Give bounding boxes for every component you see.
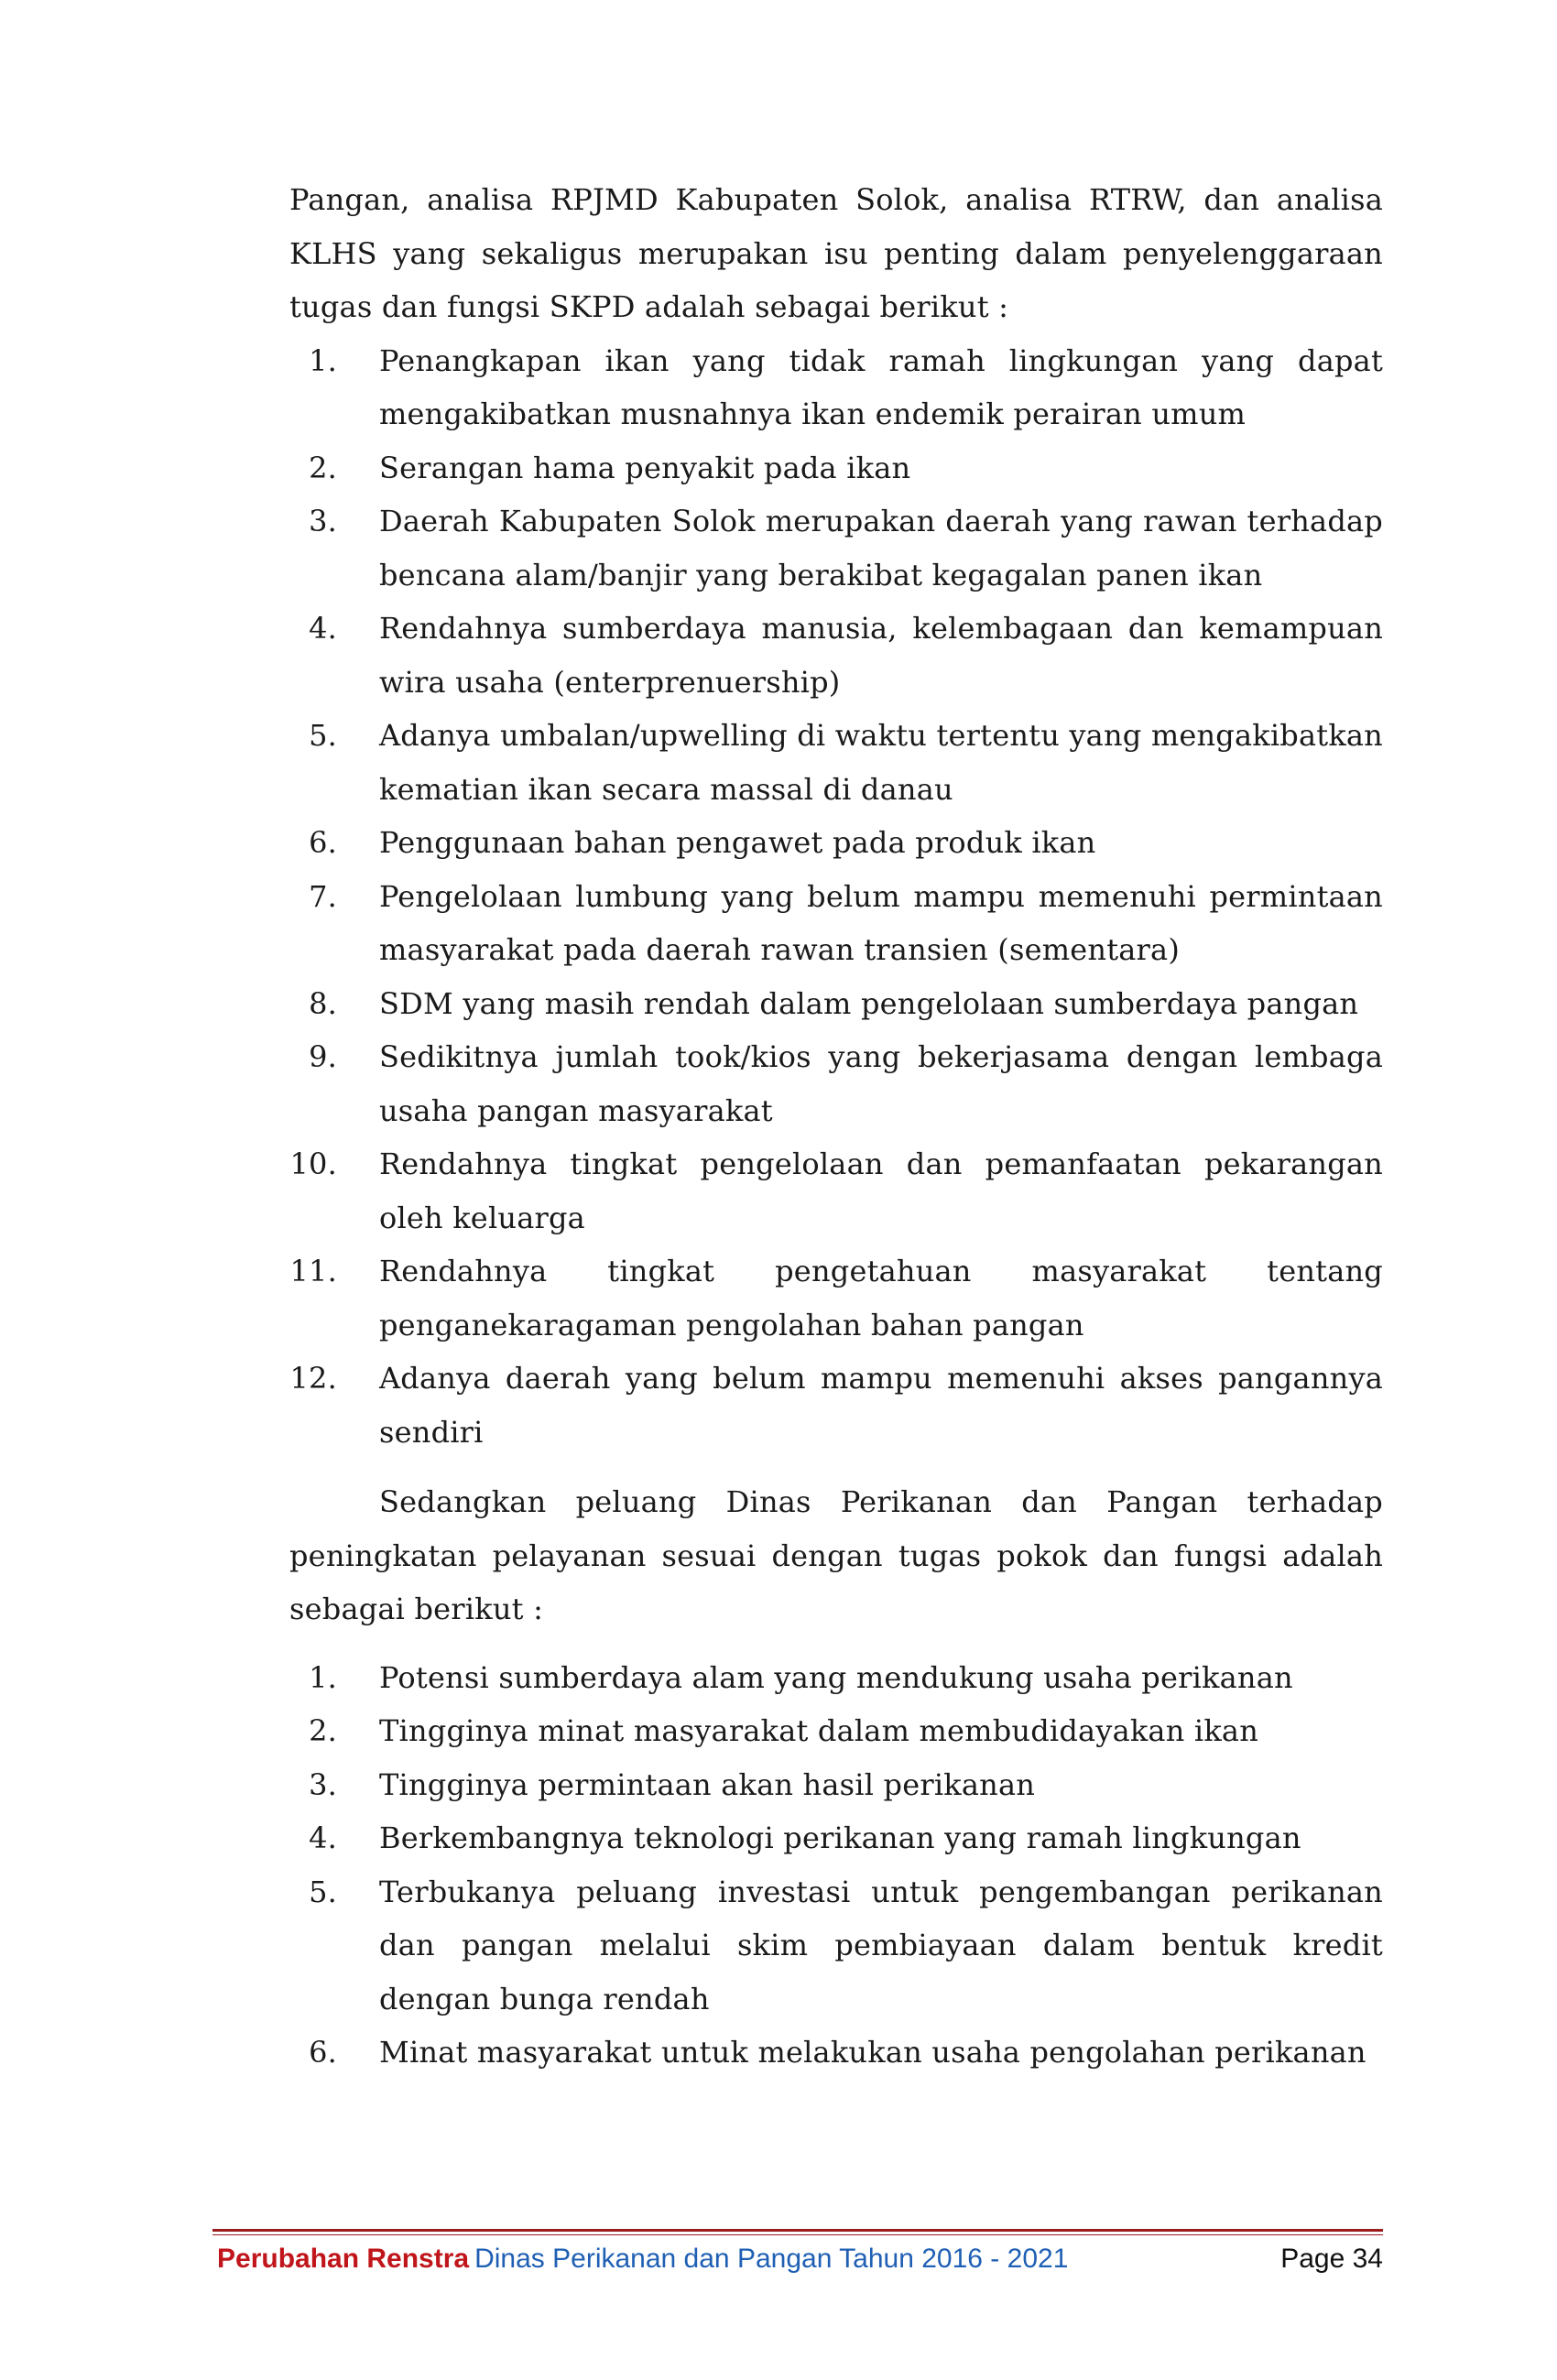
list-item	[289, 494, 1383, 602]
list-item	[289, 1758, 1383, 1812]
list-item-text: SDM yang masih rendah dalam pengelolaan sumberdaya pangan	[379, 985, 1359, 1021]
opportunities-list	[289, 1651, 1383, 2080]
list-item-number: 8.	[309, 985, 337, 1021]
list-item-text: Daerah Kabupaten Solok merupakan daerah yang rawan terhadap bencana alam/banjir yang berakibat kegagalan panen ikan	[379, 504, 1383, 592]
list-item-number: 9.	[309, 1039, 337, 1074]
list-item-text: Rendahnya sumberdaya manusia, kelembagaan dan kemampuan wira usaha (enterprenuership)	[379, 611, 1383, 700]
list-item-text: Serangan hama penyakit pada ikan	[379, 450, 911, 485]
page-footer	[217, 2240, 1383, 2278]
list-item-text: Minat masyarakat untuk melakukan usaha pengolahan perikanan	[379, 2035, 1366, 2070]
list-item-number: 4.	[309, 611, 337, 646]
list-item-number: 11.	[289, 1254, 337, 1288]
list-item	[289, 441, 1383, 495]
list-item	[289, 1244, 1383, 1352]
list-item	[289, 816, 1383, 870]
list-item-text: Penangkapan ikan yang tidak ramah lingkungan yang dapat mengakibatkan musnahnya ikan endemik perairan umum	[379, 342, 1383, 431]
footer-doc-subtitle: Dinas Perikanan dan Pangan Tahun 2016 - 2021	[474, 2244, 1069, 2274]
list-item	[289, 1651, 1383, 1705]
list-item-number: 7.	[309, 878, 337, 914]
list-item	[289, 2026, 1383, 2080]
list-item-number: 5.	[309, 718, 337, 753]
footer-doc-title: Perubahan Renstra	[217, 2244, 470, 2274]
list-item	[289, 1865, 1383, 2027]
page-number: Page 34	[1280, 2244, 1383, 2274]
list-item-number: 5.	[309, 1874, 337, 1909]
list-item-text: Tingginya permintaan akan hasil perikanan	[379, 1766, 1036, 1802]
list-item	[289, 977, 1383, 1031]
list-item	[289, 1030, 1383, 1137]
list-item-text: Rendahnya tingkat pengelolaan dan pemanfaatan pekarangan oleh keluarga	[379, 1147, 1383, 1235]
list-item-number: 10.	[289, 1147, 337, 1181]
list-item-number: 12.	[289, 1361, 337, 1396]
list-item-number: 2.	[309, 1713, 337, 1748]
list-item-number: 3.	[309, 1766, 337, 1802]
list-item-number: 6.	[309, 825, 337, 860]
footer-divider	[212, 2229, 1383, 2235]
list-item-text: Terbukanya peluang investasi untuk pengembangan perikanan dan pangan melalui skim pembiayaan dalam bentuk kredit dengan bunga rendah	[379, 1874, 1383, 2016]
list-item-number: 4.	[309, 1820, 337, 1855]
list-item-text: Tingginya minat masyarakat dalam membudidayakan ikan	[379, 1713, 1259, 1748]
list-item-number: 3.	[309, 504, 337, 538]
list-item-text: Pengelolaan lumbung yang belum mampu memenuhi permintaan masyarakat pada daerah rawan transien (sementara)	[379, 878, 1383, 967]
list-item	[289, 870, 1383, 977]
list-item-number: 1.	[309, 1659, 337, 1695]
list-item	[289, 1137, 1383, 1244]
intro-paragraph: Pangan, analisa RPJMD Kabupaten Solok, analisa RTRW, dan analisa KLHS yang sekaligus merupakan isu penting dalam penyelenggaraan tugas dan fungsi SKPD adalah sebagai berikut :	[289, 182, 1383, 324]
page-content	[289, 173, 1383, 2080]
list-item-text: Rendahnya tingkat pengetahuan masyarakat tentang penganekaragaman pengolahan bahan pangan	[379, 1254, 1383, 1342]
list-item-text: Adanya umbalan/upwelling di waktu tertentu yang mengakibatkan kematian ikan secara massal di danau	[379, 718, 1383, 807]
list-item	[289, 1811, 1383, 1865]
list-item-text: Potensi sumberdaya alam yang mendukung usaha perikanan	[379, 1659, 1293, 1695]
list-item-number: 1.	[309, 342, 337, 378]
issues-list	[289, 334, 1383, 1460]
list-item	[289, 1352, 1383, 1459]
list-item	[289, 709, 1383, 816]
list-item-text: Sedikitnya jumlah took/kios yang bekerjasama dengan lembaga usaha pangan masyarakat	[379, 1039, 1383, 1128]
list-item-number: 2.	[309, 450, 337, 485]
opportunity-paragraph: Sedangkan peluang Dinas Perikanan dan Pangan terhadap peningkatan pelayanan sesuai dengan tugas pokok dan fungsi adalah sebagai berikut :	[289, 1484, 1383, 1626]
list-item	[289, 334, 1383, 441]
list-item	[289, 602, 1383, 709]
list-item-text: Berkembangnya teknologi perikanan yang ramah lingkungan	[379, 1820, 1301, 1855]
list-item-text: Adanya daerah yang belum mampu memenuhi akses pangannya sendiri	[379, 1361, 1383, 1450]
list-item-text: Penggunaan bahan pengawet pada produk ikan	[379, 825, 1096, 860]
list-item	[289, 1704, 1383, 1758]
list-item-number: 6.	[309, 2035, 337, 2070]
